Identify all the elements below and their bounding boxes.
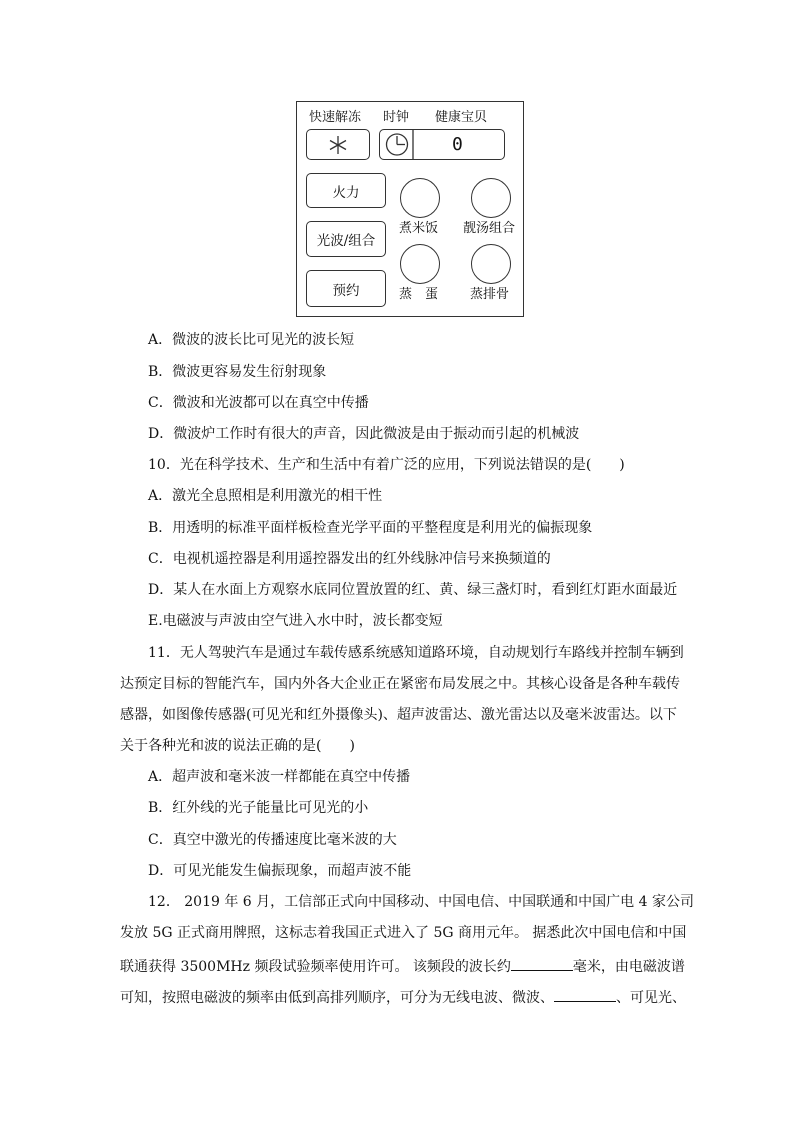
clock-icon: [384, 130, 414, 159]
label-clock: 时钟: [383, 110, 410, 125]
q11-stem-line: 感器，如图像传感器(可见光和红外摄像头)、超声波雷达、激光雷达以及毫米波雷达。以下: [120, 707, 677, 723]
q12-line-3: [120, 955, 685, 977]
fire-button: 火力: [306, 173, 386, 208]
q12-line-1: 12． 2019 年 6 月，工信部正式向中国移动、中国电信、中国联通和中国广电 4 家公司: [148, 894, 694, 910]
knob-cook-rice: [400, 178, 440, 218]
q11-stem-line: 关于各种光和波的说法正确的是( ): [120, 738, 355, 754]
q9-option-c: C．微波和光波都可以在真空中传播: [148, 395, 369, 411]
label-quick-thaw: 快速解冻: [309, 110, 362, 125]
q12-line-4-tail: 、可见光、: [616, 990, 686, 1006]
q9-option-b: B．微波更容易发生衍射现象: [148, 364, 327, 380]
q12-line-2: 发放 5G 正式商用牌照，这标志着我国正式进入了 5G 商用元年。 据悉此次中国电信和中国: [120, 925, 687, 941]
q12-line-3-text: 联通获得 3500MHz 频段试验频率使用许可。 该频段的波长约: [120, 959, 511, 975]
q11-option-a: A．超声波和毫米波一样都能在真空中传播: [148, 769, 411, 785]
q10-stem: 10．光在科学技术、生产和生活中有着广泛的应用，下列说法错误的是( ): [148, 457, 625, 473]
q10-option-d: D．某人在水面上方观察水底同位置放置的红、黄、绿三盏灯时，看到红灯距水面最近: [148, 582, 678, 598]
q10-option-b: B．用透明的标准平面样板检查光学平面的平整程度是利用光的偏振现象: [148, 520, 593, 536]
q11-stem-line: 11．无人驾驶汽车是通过车载传感系统感知道路环境，自动规划行车路线并控制车辆到: [148, 645, 684, 661]
clock-display: [379, 129, 505, 160]
answer-blank: [554, 986, 616, 1002]
q12-line-4-text: 可知，按照电磁波的频率由低到高排列顺序，可分为无线电波、微波、: [120, 990, 554, 1006]
quick-thaw-button: [306, 129, 370, 160]
snowflake-icon: [327, 134, 349, 156]
q11-stem-line: 达预定目标的智能汽车，国内外各大企业正在紧密布局发展之中。其核心设备是各种车载传: [120, 676, 680, 692]
combo-button: 光波/组合: [306, 221, 386, 257]
label-soup: 靓汤组合: [463, 221, 516, 236]
label-health: 健康宝贝: [435, 110, 488, 125]
microwave-panel-figure: [296, 101, 524, 317]
label-cook-rice: 煮米饭: [399, 221, 439, 236]
q10-option-a: A．激光全息照相是利用激光的相干性: [148, 488, 383, 504]
q12-line-4: [120, 986, 686, 1008]
answer-blank: [511, 955, 573, 971]
q11-option-c: C．真空中激光的传播速度比毫米波的大: [148, 832, 397, 848]
q10-option-e: E.电磁波与声波由空气进入水中时，波长都变短: [148, 613, 443, 629]
knob-steam-ribs: [471, 244, 511, 284]
reserve-button: 预约: [306, 270, 386, 307]
q11-option-d: D．可见光能发生偏振现象，而超声波不能: [148, 863, 412, 879]
q9-option-a: A．微波的波长比可见光的波长短: [148, 332, 355, 348]
display-digit: 0: [452, 134, 463, 155]
label-steam-egg: 蒸 蛋: [399, 287, 439, 302]
q9-option-d: D．微波炉工作时有很大的声音，因此微波是由于振动而引起的机械波: [148, 426, 580, 442]
knob-steam-egg: [400, 244, 440, 284]
q11-option-b: B．红外线的光子能量比可见光的小: [148, 800, 369, 816]
label-steam-ribs: 蒸排骨: [470, 287, 510, 302]
q12-line-3-tail: 毫米，由电磁波谱: [572, 959, 685, 975]
knob-soup: [471, 178, 511, 218]
q10-option-c: C．电视机遥控器是利用遥控器发出的红外线脉冲信号来换频道的: [148, 551, 551, 567]
